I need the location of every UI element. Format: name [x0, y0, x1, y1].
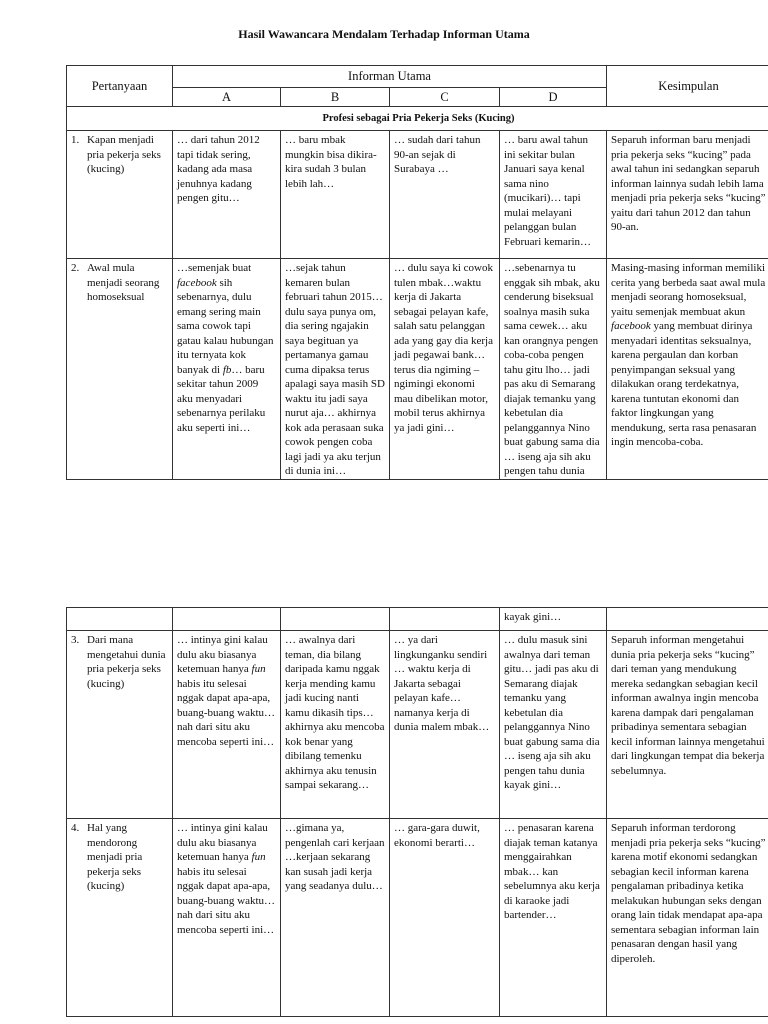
answer-b-cell: … awalnya dari teman, dia bilang daripada kamu nggak kerja mending kamu jadi kucing nanti kamu dikasih tips… akhirnya aku mencoba kok benar yang dibilang temenku akhirnya aku tenusin sampai sekarang… [281, 631, 390, 819]
answer-a-cell: …semenjak buat facebook sih sebenarnya, dulu emang sering main sama cowok tapi gatau kalau hubungan itu ternyata kok banyak di fb… baru sekitar tahun 2009 aku menyadari sebenarnya perilaku aku seperti ini… [173, 259, 281, 480]
answer-d-cell: … baru awal tahun ini sekitar bulan Januari saya kenal sama nino (mucikari)… tapi mulai melayani pelanggan bulan Februari kemarin… [500, 131, 607, 259]
header-informan-utama: Informan Utama [173, 66, 607, 88]
question-cell: 4. Hal yang mendorong menjadi pria pekerja seks (kucing) [67, 819, 173, 1017]
question-cell: 3. Dari mana mengetahui dunia pria pekerja seks (kucing) [67, 631, 173, 819]
answer-c-cell: … ya dari lingkunganku sendiri … waktu kerja di Jakarta sebagai pelayan kafe… namanya kerja di dunia malem mbak… [390, 631, 500, 819]
answer-d-cell: … penasaran karena diajak teman katanya menggairahkan mbak… kan sebelumnya aku kerja di karaoke jadi bartender… [500, 819, 607, 1017]
conclusion-cell: Masing-masing informan memiliki cerita yang berbeda saat awal mula menjadi seorang homoseksual, yaitu semenjak membuat akun facebook yang membuat dirinya menyadari identitas seksualnya, karena pergaulan dan korban penyimpangan seksual yang dilakukan orang terdekatnya, karena tuntutan ekonomi dan faktor lingkungan yang mendukung, serta rasa penasaran ingin mencoba-coba. [607, 259, 768, 480]
answer-c-cell: … dulu saya ki cowok tulen mbak…waktu kerja di Jakarta sebagai pelayan kafe, salah satu pelanggan ada yang gay dia kerja jadi pegawai bank… terus dia ngiming – ngimingi ekonomi mau dibelikan motor, mobil terus akhirnya ya jadi gini… [390, 259, 500, 480]
header-kesimpulan: Kesimpulan [607, 66, 768, 107]
header-informant-d: D [500, 88, 607, 107]
interview-table-part-1 [66, 65, 768, 480]
conclusion-cell: Separuh informan mengetahui dunia pria pekerja seks “kucing” dari teman yang mendukung mereka sedangkan sebagian kecil informan awalnya ingin mencoba karena dampak dari pengalaman pribadinya sementara sebagian kecil informan lainnya mengetahui dari lingkungan tempat dia bekerja sebelumnya. [607, 631, 768, 819]
answer-d-cell: … dulu masuk sini awalnya dari teman gitu… jadi pas aku di Semarang diajak temanku yang kebetulan dia pelanggannya Nino buat gabung sama dia … iseng aja sih aku pengen tahu dunia kayak gini… [500, 631, 607, 819]
answer-a-cell: … dari tahun 2012 tapi tidak sering, kadang ada masa jenuhnya kadang pengen gitu… [173, 131, 281, 259]
answer-c-cell: … gara-gara duwit, ekonomi berarti… [390, 819, 500, 1017]
document-title: Hasil Wawancara Mendalam Terhadap Informan Utama [238, 27, 530, 41]
answer-d-continuation: kayak gini… [500, 608, 607, 631]
section-title: Profesi sebagai Pria Pekerja Seks (Kucing) [67, 107, 768, 131]
conclusion-cell: Separuh informan baru menjadi pria pekerja seks “kucing” pada awal tahun ini sedangkan separuh informan lainnya sudah lebih lama menjadi pria pekerja seks “kucing” yaitu dari tahun 2012 dan tahun 90-an. [607, 131, 768, 259]
table-row [67, 819, 768, 1017]
answer-a-cell: … intinya gini kalau dulu aku biasanya ketemuan hanya fun habis itu selesai nggak dapat apa-apa, buang-buang waktu… nah dari situ aku mencoba seperti ini… [173, 631, 281, 819]
table-row-continuation [67, 608, 768, 631]
header-informant-b: B [281, 88, 390, 107]
table-row [67, 259, 768, 480]
table-row [67, 131, 768, 259]
header-pertanyaan: Pertanyaan [67, 66, 173, 107]
question-cell: 1. Kapan menjadi pria pekerja seks (kucing) [67, 131, 173, 259]
interview-table-part-2 [66, 607, 768, 1017]
conclusion-cell: Separuh informan terdorong menjadi pria pekerja seks “kucing” karena motif ekonomi sedangkan sebagian kecil informan karena pengalaman pribadinya ketika melakukan hubungan seks dengan orang lain tidak mendapat apa-apa sementara sebagian informan lain penasaran dengan hasil yang diperoleh. [607, 819, 768, 1017]
answer-b-cell: …sejak tahun kemaren bulan februari tahun 2015… dulu saya punya om, dia sering ngajakin saya begituan ya pertamanya gamau cuma dipaksa terus apalagi saya masih SD waktu itu jadi saya nurut aja… akhirnya kok ada perasaan suka cowok pengen coba lagi jadi ya aku terjun di dunia ini… [281, 259, 390, 480]
header-informant-c: C [390, 88, 500, 107]
answer-c-cell: … sudah dari tahun 90-an sejak di Surabaya … [390, 131, 500, 259]
table-row [67, 631, 768, 819]
question-cell: 2. Awal mula menjadi seorang homoseksual [67, 259, 173, 480]
answer-d-cell: …sebenarnya tu enggak sih mbak, aku cenderung biseksual soalnya masih suka sama cewek… aku kan orangnya pengen coba-coba pengen tahu gitu lho… jadi pas aku di Semarang diajak temanku yang kebetulan dia pelanggannya Nino buat gabung sama dia … iseng aja sih aku pengen tahu dunia [500, 259, 607, 480]
answer-b-cell: …gimana ya, pengenlah cari kerjaan …kerjaan sekarang kan susah jadi kerja yang seadanya dulu… [281, 819, 390, 1017]
answer-a-cell: … intinya gini kalau dulu aku biasanya ketemuan hanya fun habis itu selesai nggak dapat apa-apa, buang-buang waktu…nah dari situ aku mencoba seperti ini… [173, 819, 281, 1017]
answer-b-cell: … baru mbak mungkin bisa dikira-kira sudah 3 bulan lebih lah… [281, 131, 390, 259]
header-informant-a: A [173, 88, 281, 107]
